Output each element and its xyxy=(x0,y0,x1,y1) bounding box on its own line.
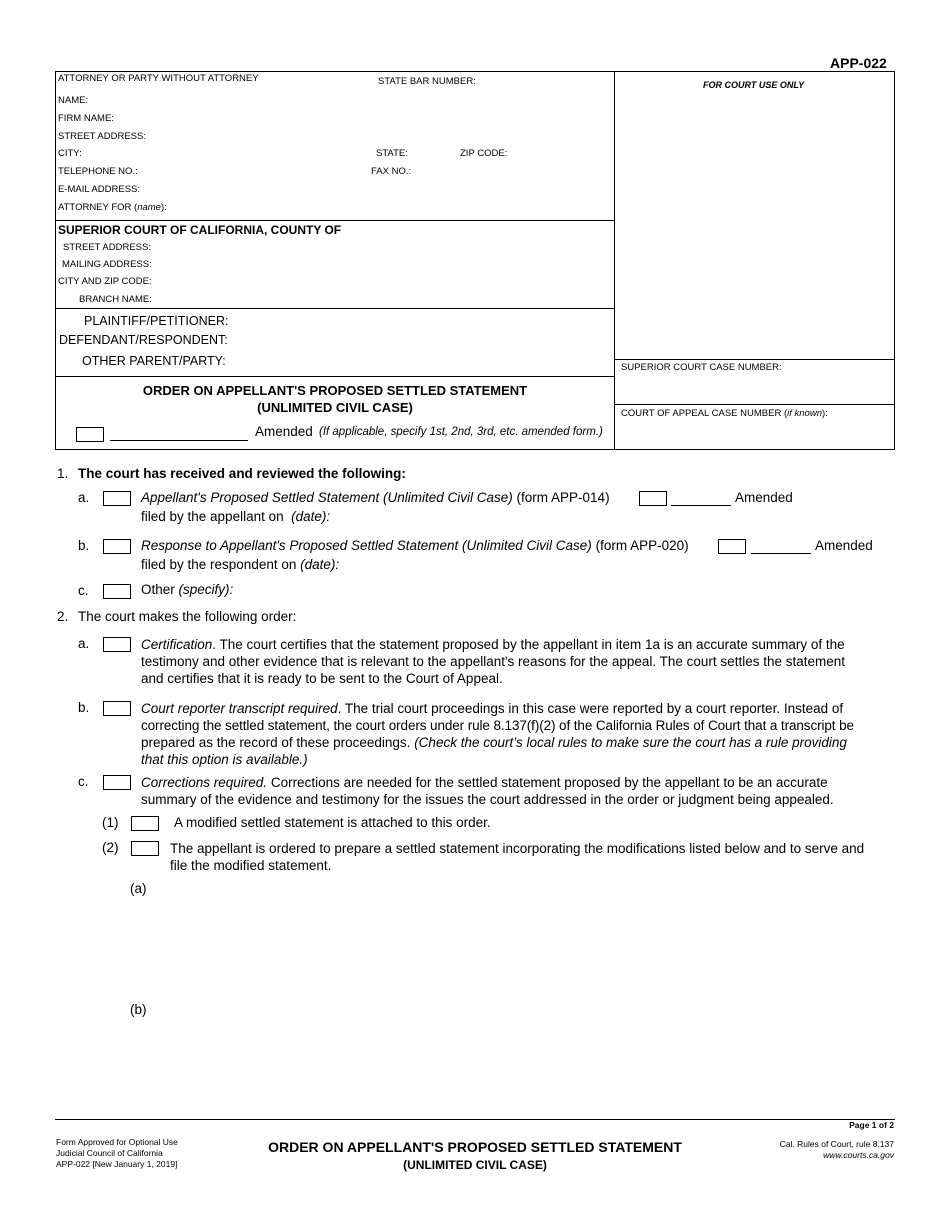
state-label: STATE: xyxy=(376,148,408,159)
item2-number: 2. xyxy=(57,609,69,624)
footer-approved: Form Approved for Optional Use xyxy=(56,1137,178,1147)
item1a-letter: a. xyxy=(78,490,90,505)
item1a-checkbox[interactable] xyxy=(103,491,131,506)
item1a-amended-field[interactable] xyxy=(671,505,731,506)
appeal-case-number-label: COURT OF APPEAL CASE NUMBER (if known): xyxy=(621,408,828,419)
item1b-text: Response to Appellant's Proposed Settled Statement (Unlimited Civil Case) (form APP-020) xyxy=(141,538,689,553)
item1b-checkbox[interactable] xyxy=(103,539,131,554)
item1a-text: Appellant's Proposed Settled Statement (Unlimited Civil Case) (form APP-014) xyxy=(141,490,610,505)
fax-label: FAX NO.: xyxy=(371,166,412,177)
email-label: E-MAIL ADDRESS: xyxy=(58,184,141,195)
item1b-filed: filed by the respondent on (date): xyxy=(141,557,340,572)
amended-checkbox[interactable] xyxy=(76,427,104,442)
item2c-text: Corrections required. Corrections are needed for the settled statement proposed by the appellant to be an accurate summary of the evidence and testimony for the issues the court addressed in the order or judgment being appealed. xyxy=(141,775,834,807)
firm-label: FIRM NAME: xyxy=(58,113,114,124)
court-city-zip-label: CITY AND ZIP CODE: xyxy=(58,276,152,287)
footer-rule xyxy=(55,1119,895,1120)
amended-note: (If applicable, specify 1st, 2nd, 3rd, etc. amended form.) xyxy=(319,426,603,438)
item1c-checkbox[interactable] xyxy=(103,584,131,599)
footer-website[interactable]: www.courts.ca.gov xyxy=(823,1150,894,1160)
state-bar-label: STATE BAR NUMBER: xyxy=(378,76,476,87)
item2a-letter: a. xyxy=(78,636,90,651)
phone-label: TELEPHONE NO.: xyxy=(58,166,138,177)
footer-right xyxy=(780,1139,894,1161)
court-title: SUPERIOR COURT OF CALIFORNIA, COUNTY OF xyxy=(58,223,342,237)
item1b-letter: b. xyxy=(78,538,90,553)
item1c-text: Other (specify): xyxy=(141,582,234,597)
court-use-only: FOR COURT USE ONLY xyxy=(703,80,805,90)
item2a-text: Certification. The court certifies that the statement proposed by the appellant in item 1a is an accurate summary of the testimony and other evidence that is relevant to the appellant's reasons for the appeal. The court settles the statement and certifies that it is ready to be sent to the Court of Appeal. xyxy=(141,637,845,686)
item2c2-number: (2) xyxy=(102,840,119,855)
item1c-letter: c. xyxy=(78,583,89,598)
form-title: ORDER ON APPELLANT'S PROPOSED SETTLED STATEMENT xyxy=(142,383,528,398)
modification-a-label: (a) xyxy=(130,881,147,896)
item1b-amended-checkbox[interactable] xyxy=(718,539,746,554)
amended-number-field[interactable] xyxy=(110,440,248,441)
plaintiff-label: PLAINTIFF/PETITIONER: xyxy=(84,314,229,328)
item1-heading: The court has received and reviewed the following: xyxy=(78,466,406,481)
modification-b-label: (b) xyxy=(130,1002,147,1017)
item2c1-checkbox[interactable] xyxy=(131,816,159,831)
modification-a-field[interactable] xyxy=(160,880,895,990)
footer-subtitle: (UNLIMITED CIVIL CASE) xyxy=(403,1158,547,1172)
court-mailing-label: MAILING ADDRESS: xyxy=(62,259,152,270)
footer-rule-ref: Cal. Rules of Court, rule 8.137 xyxy=(779,1139,894,1149)
footer-left xyxy=(56,1137,178,1170)
item1-number: 1. xyxy=(57,466,69,481)
item2c-letter: c. xyxy=(78,774,89,789)
amended-label: Amended xyxy=(255,424,313,439)
item2b-checkbox[interactable] xyxy=(103,701,131,716)
item1b-amended-field[interactable] xyxy=(751,553,811,554)
court-branch-label: BRANCH NAME: xyxy=(79,294,152,305)
item1b-amended-label: Amended xyxy=(815,538,873,553)
footer-title: ORDER ON APPELLANT'S PROPOSED SETTLED STATEMENT xyxy=(268,1139,682,1155)
item2a-checkbox[interactable] xyxy=(103,637,131,652)
item2c2-checkbox[interactable] xyxy=(131,841,159,856)
attorney-for-label: ATTORNEY FOR (name): xyxy=(58,202,167,213)
form-id: APP-022 xyxy=(830,55,887,71)
defendant-label: DEFENDANT/RESPONDENT: xyxy=(59,333,228,347)
item2c2-text: The appellant is ordered to prepare a settled statement incorporating the modifications listed below and to serve and file the modified statement. xyxy=(170,841,865,873)
item2b-letter: b. xyxy=(78,700,90,715)
name-label: NAME: xyxy=(58,95,89,106)
city-label: CITY: xyxy=(58,148,82,159)
attorney-section-title: ATTORNEY OR PARTY WITHOUT ATTORNEY xyxy=(58,73,259,84)
item1a-filed: filed by the appellant on (date): xyxy=(141,509,331,524)
item2b-text: Court reporter transcript required. The trial court proceedings in this case were reported by a court reporter. Instead of correcting the settled statement, the court orders under rule 8.137(f)(2) of the California Rules of Court that a transcript be prepared as the record of these proceedings. (Check the court’s local rules to make sure the court has a rule providing that this option is available.) xyxy=(141,701,854,767)
court-street-label: STREET ADDRESS: xyxy=(63,242,151,253)
item2c1-text: A modified settled statement is attached to this order. xyxy=(174,815,491,830)
item2c-checkbox[interactable] xyxy=(103,775,131,790)
footer-form-rev: APP-022 [New January 1, 2019] xyxy=(56,1159,178,1169)
item1a-amended-checkbox[interactable] xyxy=(639,491,667,506)
item2c1-number: (1) xyxy=(102,815,119,830)
item1a-amended-label: Amended xyxy=(735,490,793,505)
modification-b-field[interactable] xyxy=(160,1001,895,1106)
footer-council: Judicial Council of California xyxy=(56,1148,163,1158)
street-label: STREET ADDRESS: xyxy=(58,131,146,142)
form-subtitle: (UNLIMITED CIVIL CASE) xyxy=(257,400,413,415)
item2-heading: The court makes the following order: xyxy=(78,609,297,624)
page-number: Page 1 of 2 xyxy=(849,1120,894,1130)
zip-label: ZIP CODE: xyxy=(460,148,508,159)
other-party-label: OTHER PARENT/PARTY: xyxy=(82,354,226,368)
superior-case-number-label: SUPERIOR COURT CASE NUMBER: xyxy=(621,362,782,373)
